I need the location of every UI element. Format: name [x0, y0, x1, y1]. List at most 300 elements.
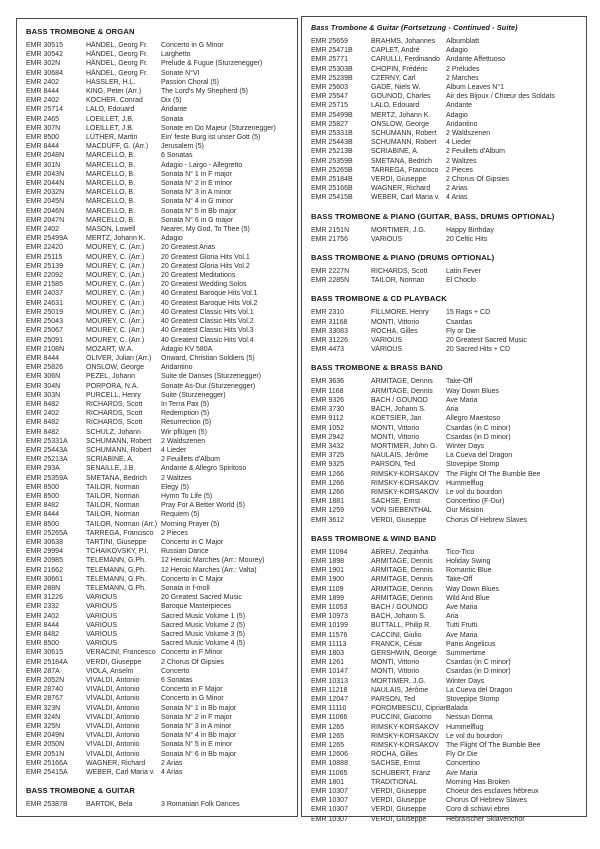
catalog-row — [26, 566, 293, 575]
item-title: 2 Préludes — [446, 65, 480, 73]
item-ref: EMR 25239B — [311, 74, 353, 82]
section-title: Bass Trombone & Guitar (Fortsetzung - Continued - Suite) — [311, 23, 518, 32]
item-composer: FILLMORE, Henry — [371, 309, 429, 317]
item-composer: BACH / GOUNOD — [371, 603, 428, 611]
item-ref: EMR 2049N — [26, 732, 65, 740]
item-title: 6 Sonatas — [161, 152, 193, 160]
item-title: Air des Bijoux / Chœur des Soldats — [446, 93, 555, 101]
item-title: Csardas (in C minor) — [446, 424, 511, 432]
item-title: Adagio - Largo - Allegretto — [161, 161, 243, 169]
catalog-row — [311, 787, 582, 796]
item-composer: NAULAIS, Jérôme — [371, 452, 429, 460]
item-composer: TARTINI, Giuseppe — [86, 538, 147, 546]
item-title: Concerto in G Minor — [161, 695, 224, 703]
catalog-row — [311, 585, 582, 594]
item-ref: EMR 31168 — [311, 318, 348, 326]
item-ref: EMR 1898 — [311, 557, 345, 565]
item-composer: BACH, Johann S. — [371, 406, 426, 414]
item-ref: EMR 293A — [26, 465, 60, 473]
item-title: Onward, Christian Soldiers (5) — [161, 354, 255, 362]
section-title: BASS TROMBONE & PIANO (DRUMS OPTIONAL) — [311, 253, 495, 263]
item-title: Adagio — [446, 47, 468, 55]
catalog-section — [26, 27, 293, 777]
catalog-section — [26, 786, 293, 809]
item-composer: WAGNER, Richard — [371, 185, 431, 193]
item-ref: EMR 1899 — [311, 594, 345, 602]
item-ref: EMR 25265B — [311, 166, 353, 174]
item-title: 20 Celtic Hits — [446, 235, 488, 243]
item-title: Balada — [446, 705, 468, 713]
item-ref: EMR 25387B — [26, 801, 68, 809]
catalog-row — [26, 289, 293, 298]
item-composer: MONTI, Vittorio — [371, 424, 420, 432]
catalog-row — [26, 69, 293, 78]
item-title: 2 Arias — [161, 759, 183, 767]
item-ref: EMR 1168 — [311, 387, 344, 395]
catalog-row — [26, 510, 293, 519]
item-ref: EMR 325N — [26, 723, 61, 731]
item-title: Sonata N° 5 in E minor — [161, 741, 233, 749]
catalog-row — [26, 105, 293, 114]
item-ref: EMR 25091 — [26, 336, 63, 344]
item-title: Le vol du bourdon — [446, 732, 503, 740]
catalog-row — [311, 377, 582, 386]
item-composer: MOUREY, C. (Arr.) — [86, 299, 145, 307]
item-title: 40 Greatest Classic Hits Vol.3 — [161, 327, 254, 335]
item-composer: POROMBESCU, Ciprian — [371, 705, 448, 713]
item-ref: EMR 306N — [26, 373, 61, 381]
item-title: Sonata N° 4 in G minor — [161, 198, 234, 206]
item-ref: EMR 30684 — [26, 69, 63, 77]
item-title: 20 Greatest Wedding Solos — [161, 281, 247, 289]
item-ref: EMR 2050N — [26, 741, 65, 749]
item-composer: ONSLOW, George — [86, 364, 144, 372]
item-ref: EMR 2310 — [311, 309, 345, 317]
item-composer: VERDI, Giuseppe — [371, 516, 427, 524]
catalog-row — [26, 400, 293, 409]
catalog-row — [26, 520, 293, 529]
item-composer: SCHUBERT, Franz — [371, 769, 431, 777]
item-title: Hummelflug — [446, 723, 484, 731]
item-ref: EMR 9112 — [311, 415, 344, 423]
item-composer: VARIOUS — [371, 235, 402, 243]
item-ref: EMR 22092 — [26, 272, 63, 280]
item-title: Sonata N° 2 in E minor — [161, 180, 233, 188]
item-ref: EMR 2227N — [311, 268, 350, 276]
item-composer: HÄNDEL, Georg Fr. — [86, 42, 148, 49]
item-title: Winter Days — [446, 442, 485, 450]
item-ref: EMR 2032N — [26, 189, 65, 197]
item-ref: EMR 10307 — [311, 815, 348, 823]
item-title: Requiem (5) — [161, 511, 200, 519]
item-ref: EMR 25471B — [311, 47, 353, 55]
item-composer: TARREGA, Francisco — [86, 529, 154, 537]
catalog-row — [26, 740, 293, 749]
item-composer: BARTOK, Bela — [86, 801, 133, 809]
catalog-row — [311, 557, 582, 566]
catalog-row — [311, 226, 582, 235]
item-ref: EMR 11094 — [311, 548, 348, 556]
item-title: Andantino — [161, 364, 193, 372]
item-title: Holiday Swing — [446, 557, 491, 565]
item-ref: EMR 10307 — [311, 797, 348, 805]
item-composer: MOUREY, C. (Arr.) — [86, 262, 145, 270]
item-ref: EMR 8500 — [26, 134, 60, 142]
item-ref: EMR 8482 — [26, 631, 60, 638]
catalog-row — [26, 418, 293, 427]
item-title: Chorus Of Hebrew Slaves — [446, 797, 527, 805]
item-title: Ave Maria — [446, 603, 478, 611]
item-composer: MORTIMER, J.G. — [371, 677, 426, 685]
item-ref: EMR 25415A — [26, 769, 68, 777]
item-ref: EMR 4473 — [311, 346, 345, 354]
item-ref: EMR 25166B — [311, 185, 353, 193]
item-title: Morning Has Broken — [446, 778, 510, 786]
item-composer: VON SIEBENTHAL — [371, 507, 432, 515]
item-composer: MORTIMER, John G. — [371, 442, 438, 450]
item-ref: EMR 2052N — [26, 677, 65, 685]
catalog-row — [311, 732, 582, 741]
item-ref: EMR 25067 — [26, 327, 63, 335]
catalog-row — [26, 336, 293, 345]
catalog-row — [311, 741, 582, 750]
item-composer: VIVALDI, Antonio — [86, 695, 140, 703]
item-ref: EMR 2044N — [26, 180, 65, 188]
item-ref: EMR 25213B — [311, 148, 353, 156]
item-composer: ARMITAGE, Dennis — [371, 594, 433, 602]
item-ref: EMR 8500 — [26, 492, 60, 500]
item-title: The Flight Of The Bumble Bee — [446, 742, 541, 749]
item-composer: MARCELLO, B. — [86, 161, 136, 169]
item-title: 2 Feuillets d'Album — [161, 456, 220, 464]
item-title: Concerto in F Minor — [161, 649, 223, 657]
catalog-row — [26, 648, 293, 657]
item-composer: TRADITIONAL — [371, 778, 418, 786]
item-title: 6 Sonatas — [161, 677, 193, 685]
catalog-row — [311, 267, 582, 276]
catalog-row — [26, 556, 293, 565]
item-composer: TCHAIKOVSKY, P.I. — [86, 548, 149, 556]
item-title: Fly Or Die — [446, 751, 478, 759]
item-ref: EMR 24631 — [26, 299, 63, 307]
catalog-row — [26, 345, 293, 354]
catalog-row — [311, 815, 582, 824]
item-title: Le vol du bourdon — [446, 488, 503, 496]
item-title: Sonata N° 3 in A minor — [161, 189, 232, 197]
section-title: BASS TROMBONE & CD PLAYBACK — [311, 294, 447, 304]
item-ref: EMR 25827 — [311, 120, 348, 128]
item-title: Adagio — [161, 235, 183, 243]
item-title: 40 Greatest Classic Hits Vol.1 — [161, 308, 254, 316]
item-title: Redemption (5) — [161, 410, 210, 418]
catalog-row — [311, 129, 582, 138]
item-title: Adagio — [446, 111, 468, 119]
catalog-row — [311, 46, 582, 55]
item-ref: EMR 304N — [26, 382, 61, 390]
catalog-section — [311, 534, 582, 824]
item-composer: RIMSKY-KORSAKOV — [371, 723, 439, 731]
catalog-row — [26, 409, 293, 418]
item-composer: MOUREY, C. (Arr.) — [86, 318, 145, 326]
item-composer: HÄNDEL, Georg Fr. — [86, 60, 148, 68]
catalog-row — [26, 731, 293, 740]
item-ref: EMR 10307 — [311, 788, 348, 796]
catalog-row — [311, 677, 582, 686]
catalog-row — [26, 50, 293, 59]
item-title: 20 Greatest Gloria Hits Vol.1 — [161, 253, 250, 261]
item-composer: SCHUMANN, Robert — [371, 130, 437, 138]
item-ref: EMR 25166A — [26, 759, 68, 767]
item-ref: EMR 1266 — [311, 488, 345, 496]
item-composer: MONTI, Vittorio — [371, 318, 420, 326]
item-ref: EMR 20985 — [26, 557, 63, 565]
section-title: BASS TROMBONE & GUITAR — [26, 786, 136, 796]
item-composer: TAILOR, Norman — [86, 483, 140, 491]
item-title: 2 Waldszenen — [446, 130, 491, 138]
item-composer: CAPLET, André — [371, 47, 420, 55]
item-title: In Terra Pax (5) — [161, 400, 210, 408]
catalog-row — [311, 235, 582, 244]
item-title: Stovepipe Stomp — [446, 695, 500, 703]
item-composer: SACHSE, Ernst — [371, 760, 421, 768]
item-composer: MOUREY, C. (Arr.) — [86, 308, 145, 316]
item-ref: EMR 2047N — [26, 216, 65, 224]
item-title: The Flight Of The Bumble Bee — [446, 470, 541, 478]
item-composer: PURCELL, Henry — [86, 391, 141, 399]
catalog-row — [311, 55, 582, 64]
item-title: Resurrection (5) — [161, 419, 212, 427]
catalog-row — [26, 391, 293, 400]
item-ref: EMR 1052 — [311, 424, 345, 432]
catalog-row — [26, 575, 293, 584]
item-title: 2 Pieces — [446, 166, 473, 174]
catalog-row — [26, 280, 293, 289]
item-composer: VERDI, Giuseppe — [371, 806, 427, 814]
catalog-row — [26, 759, 293, 768]
catalog-row — [311, 175, 582, 184]
item-ref: EMR 29994 — [26, 548, 63, 556]
catalog-row — [311, 603, 582, 612]
catalog-row — [26, 299, 293, 308]
item-ref: EMR 324N — [26, 713, 61, 721]
catalog-row — [311, 695, 582, 704]
item-ref: EMR 30615 — [26, 649, 63, 657]
item-composer: SACHSE, Ernst — [371, 498, 421, 506]
item-title: Sonata N° 4 in Bb major — [161, 732, 237, 740]
catalog-row — [311, 147, 582, 156]
catalog-row — [26, 483, 293, 492]
item-ref: EMR 31226 — [311, 337, 348, 345]
catalog-row — [311, 120, 582, 129]
item-composer: MERTZ, Johann K. — [371, 111, 431, 119]
catalog-row — [26, 317, 293, 326]
catalog-row — [311, 387, 582, 396]
item-title: Sonata N° 1 in Bb major — [161, 704, 237, 712]
item-ref: EMR 2942 — [311, 433, 345, 441]
catalog-row — [26, 59, 293, 68]
catalog-row — [311, 640, 582, 649]
item-title: Concerto in F Major — [161, 686, 223, 694]
catalog-row — [311, 424, 582, 433]
item-title: El Choclo — [446, 277, 476, 285]
catalog-row — [311, 193, 582, 202]
item-title: Sonata N° 1 in F major — [161, 170, 232, 178]
item-title: Panis Angelicus — [446, 640, 496, 648]
item-title: Wir pflügen (5) — [161, 428, 207, 436]
item-title: Sonata in f-moll — [161, 584, 210, 592]
item-title: Sacred Music Volume 3 (5) — [161, 631, 246, 638]
item-ref: EMR 8482 — [26, 502, 60, 510]
item-title: Sonate N°VI — [161, 69, 200, 77]
item-ref: EMR 30515 — [26, 42, 63, 49]
catalog-row — [26, 750, 293, 759]
item-title: 15 Rags + CD — [446, 309, 491, 317]
item-composer: KOETSIER, Jan — [371, 415, 422, 423]
item-ref: EMR 8482 — [26, 428, 60, 436]
item-title: Russian Dance — [161, 548, 209, 556]
item-composer: RICHARDS, Scott — [86, 419, 143, 427]
item-title: Wild And Blue — [446, 594, 490, 602]
item-ref: EMR 11065 — [311, 769, 348, 777]
catalog-row — [26, 216, 293, 225]
catalog-row — [311, 442, 582, 451]
item-composer: SMETANA, Bedrich — [86, 474, 147, 482]
item-ref: EMR 3636 — [311, 378, 345, 386]
item-title: Happy Birthday — [446, 226, 494, 234]
catalog-row — [26, 253, 293, 262]
catalog-row — [26, 428, 293, 437]
item-ref: EMR 25019 — [26, 308, 63, 316]
catalog-row — [311, 658, 582, 667]
item-composer: BACH / GOUNOD — [371, 396, 428, 404]
catalog-row — [311, 157, 582, 166]
item-title: Aria — [446, 406, 459, 414]
item-title: Concertino (F-Dur) — [446, 498, 505, 506]
item-composer: LALO, Edouard — [371, 102, 420, 110]
item-ref: EMR 1801 — [311, 778, 345, 786]
item-ref: EMR 25499A — [26, 235, 68, 243]
item-ref: EMR 2051N — [26, 750, 65, 758]
catalog-row — [311, 713, 582, 722]
catalog-row — [26, 768, 293, 777]
item-ref: EMR 323N — [26, 704, 61, 712]
item-ref: EMR 1259 — [311, 507, 345, 515]
item-composer: HÄNDEL, Georg Fr. — [86, 69, 148, 77]
item-ref: EMR 1900 — [311, 576, 345, 584]
item-title: Tico-Tico — [446, 548, 475, 556]
catalog-row — [26, 151, 293, 160]
item-composer: VERDI, Giuseppe — [371, 797, 427, 805]
item-ref: EMR 2045N — [26, 198, 65, 206]
item-composer: VIOLA, Anselm — [86, 667, 134, 675]
item-ref: EMR 11218 — [311, 686, 348, 694]
item-ref: EMR 8444 — [26, 621, 60, 629]
item-ref: EMR 2402 — [26, 612, 60, 620]
item-ref: EMR 288N — [26, 584, 61, 592]
catalog-row — [311, 488, 582, 497]
catalog-row — [311, 506, 582, 515]
item-ref: EMR 2043N — [26, 170, 65, 178]
item-ref: EMR 1261 — [311, 659, 345, 667]
catalog-row — [26, 722, 293, 731]
item-composer: MOUREY, C. (Arr.) — [86, 336, 145, 344]
item-title: Concerto in G Minor — [161, 42, 224, 49]
item-title: Suite (Sturzenegger) — [161, 391, 226, 399]
item-composer: MARCELLO, B. — [86, 152, 136, 160]
item-composer: ARMITAGE, Dennis — [371, 557, 433, 565]
item-composer: MERTZ, Johann K. — [86, 235, 146, 243]
catalog-row — [311, 805, 582, 814]
item-title: Ave Maria — [446, 631, 478, 639]
item-composer: MOZART, W.A. — [86, 345, 134, 353]
item-composer: FRANCK, César — [371, 640, 423, 648]
item-ref: EMR 8482 — [26, 400, 60, 408]
item-composer: MONTI, Vittorio — [371, 668, 420, 676]
item-title: 4 Lieder — [446, 139, 472, 147]
catalog-row — [311, 451, 582, 460]
item-composer: MONTI, Vittorio — [371, 433, 420, 441]
right-column-box — [301, 16, 587, 823]
item-title: Winter Days — [446, 677, 485, 685]
catalog-row — [26, 694, 293, 703]
item-composer: VERDI, Giuseppe — [371, 176, 427, 184]
catalog-row — [311, 396, 582, 405]
item-composer: VIVALDI, Antonio — [86, 704, 140, 712]
item-title: 4 Arias — [446, 194, 468, 202]
item-ref: EMR 2465 — [26, 115, 60, 123]
item-composer: VERDI, Giuseppe — [86, 658, 142, 666]
item-title: Take-Off — [446, 576, 473, 584]
item-title: Stovepipe Stomp — [446, 461, 500, 469]
item-ref: EMR 21585 — [26, 281, 63, 289]
item-title: 2 Waltzes — [161, 474, 192, 482]
item-composer: TAILOR, Norman (Arr.) — [86, 520, 158, 528]
item-ref: EMR 2402 — [26, 78, 60, 86]
item-composer: RICHARDS, Scott — [371, 268, 428, 276]
catalog-row — [26, 630, 293, 639]
item-title: Ave Maria — [446, 769, 478, 777]
item-title: 20 Greatest Gloria Hits Vol.2 — [161, 262, 250, 270]
catalog-row — [26, 308, 293, 317]
section-title: BASS TROMBONE & ORGAN — [26, 27, 135, 36]
catalog-row — [311, 74, 582, 83]
item-ref: EMR 11066 — [311, 714, 348, 722]
item-composer: HASSLER, H.L. — [86, 78, 136, 86]
item-title: Take-Off — [446, 378, 473, 386]
catalog-row — [26, 658, 293, 667]
item-title: 20 Greatest Sacred Music — [161, 594, 242, 602]
item-ref: EMR 28767 — [26, 695, 63, 703]
item-composer: LOEILLET, J.B. — [86, 124, 134, 132]
item-title: Aria — [446, 613, 459, 621]
item-composer: ROCHA, Gilles — [371, 327, 418, 335]
item-title: 2 Feuillets d'Album — [446, 148, 505, 156]
item-title: Way Down Blues — [446, 387, 500, 395]
item-ref: EMR 2402 — [26, 226, 60, 234]
item-title: 40 Greatest Classic Hits Vol.2 — [161, 318, 254, 326]
item-ref: EMR 2151N — [311, 226, 350, 234]
item-composer: VARIOUS — [371, 337, 402, 345]
item-ref: EMR 10147 — [311, 668, 348, 676]
item-composer: VARIOUS — [371, 346, 402, 354]
item-title: Andante Affettuoso — [446, 56, 506, 64]
catalog-row — [311, 318, 582, 327]
catalog-row — [26, 87, 293, 96]
catalog-row — [311, 704, 582, 713]
item-title: 2 Marches — [446, 74, 479, 82]
item-ref: EMR 25359B — [311, 157, 353, 165]
catalog-row — [311, 649, 582, 658]
